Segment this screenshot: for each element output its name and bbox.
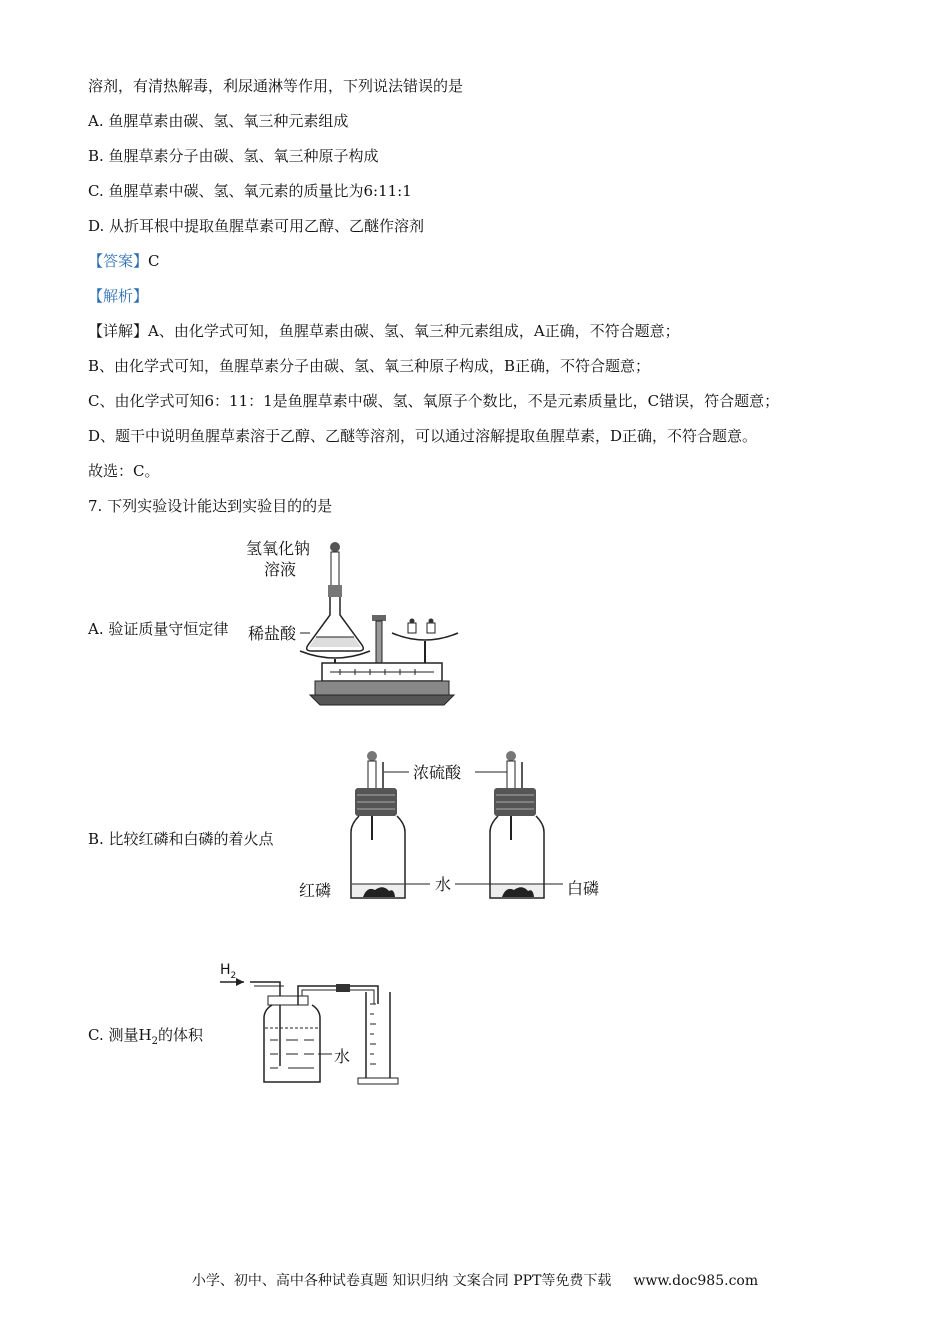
q7-option-a: A. 验证质量守恒定律	[88, 620, 229, 638]
label-naoh-2: 溶液	[264, 560, 297, 579]
option-c-subscript: 2	[151, 1036, 158, 1047]
detail-c: C、由化学式可知6：11：1是鱼腥草素中碳、氢、氧原子个数比，不是元素质量比，C错误，符合题意；	[88, 392, 780, 410]
option-a: A. 鱼腥草素由碳、氢、氧三种元素组成	[88, 112, 349, 130]
q7-option-c	[88, 1025, 203, 1052]
label-hcl: 稀盐酸	[248, 624, 297, 643]
rubber-connector	[336, 984, 350, 992]
option-c: C. 鱼腥草素中碳、氢、氧元素的质量比为6:11:1	[88, 182, 412, 200]
answer-tag: 【答案】	[88, 252, 149, 270]
dropper-bulb	[330, 542, 340, 552]
option-d: D. 从折耳根中提取鱼腥草素可用乙醇、乙醚作溶剂	[88, 217, 425, 235]
question-7: 7. 下列实验设计能达到实验目的的是	[88, 497, 333, 515]
footer-text: 小学、初中、高中各种试卷真题 知识归纳 文案合同 PPT等免费下载	[191, 1273, 612, 1289]
figure-b-phosphorus	[297, 748, 627, 908]
figure-c-gas-collection	[218, 958, 418, 1088]
detail-b: B、由化学式可知，鱼腥草素分子由碳、氢、氧三种原子构成，B正确，不符合题意；	[88, 357, 651, 375]
answer-line	[88, 251, 160, 271]
label-red-p: 红磷	[299, 881, 332, 900]
detail-a	[88, 321, 680, 341]
label-h2: $H_2$	[220, 962, 237, 981]
option-c-formula: H	[138, 1026, 152, 1044]
figure-a-balance	[240, 535, 460, 710]
dropper-bulb-left	[367, 751, 377, 761]
page-footer	[0, 1270, 950, 1290]
question-text-line: 溶剂，有清热解毒，利尿通淋等作用，下列说法错误的是	[88, 77, 464, 95]
conclusion: 故选：C。	[88, 462, 160, 480]
option-c-suffix: 的体积	[157, 1026, 203, 1044]
analysis-tag: 【解析】	[88, 287, 149, 305]
detail-a-text: A、由化学式可知，鱼腥草素由碳、氢、氧三种元素组成，A正确，不符合题意；	[148, 322, 680, 340]
label-naoh-1: 氢氧化钠	[246, 539, 311, 558]
label-white-p: 白磷	[567, 879, 600, 898]
wash-bottle	[264, 1005, 320, 1082]
option-c-prefix: C. 测量	[88, 1026, 139, 1044]
label-water-c: 水	[334, 1047, 351, 1066]
detail-tag: 【详解】	[88, 322, 149, 340]
dropper-bulb-right	[506, 751, 516, 761]
detail-d: D、题干中说明鱼腥草素溶于乙醇、乙醚等溶剂，可以通过溶解提取鱼腥草素，D正确，不符合题意。	[88, 427, 758, 445]
graduated-cylinder	[366, 992, 390, 1078]
answer-value: C	[148, 252, 160, 270]
footer-url[interactable]: www.doc985.com	[633, 1273, 759, 1289]
option-b: B. 鱼腥草素分子由碳、氢、氧三种原子构成	[88, 147, 379, 165]
label-water-b: 水	[435, 875, 452, 894]
label-h2so4: 浓硫酸	[413, 763, 462, 782]
q7-option-b: B. 比较红磷和白磷的着火点	[88, 830, 274, 848]
